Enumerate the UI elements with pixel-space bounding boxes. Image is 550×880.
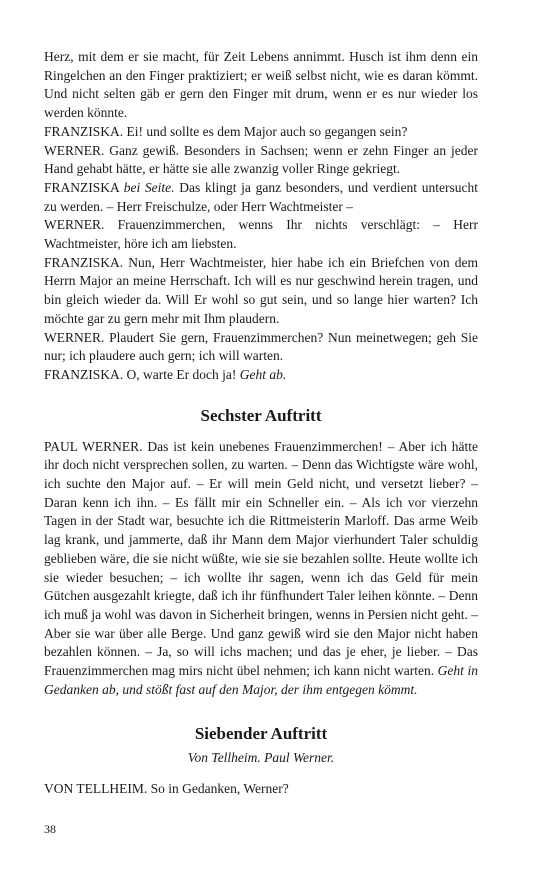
paragraph: [44, 123, 478, 142]
paragraph: [44, 366, 478, 385]
scene-heading-siebender: Siebender Auftritt: [194, 723, 328, 743]
dialogue-block-1: [44, 48, 478, 385]
text-run: WERNER. Ganz gewiß. Besonders in Sachsen; wenn er zehn Finger an jeder Hand gehabt hätte, er hätte sie alle zwanzig voller Ringe gekriegt.: [44, 142, 478, 177]
paragraph: [44, 142, 478, 179]
text-run: Herz, mit dem er sie macht, für Zeit Lebens annimmt. Husch ist ihm denn ein Ringelchen an den Finger praktiziert; er weiß selbst nicht, wie es daran kömmt. Und nicht selten gäb er gern den Finger mit drum, wenn er es nur wieder los werden könnte.: [44, 49, 478, 121]
paragraph: [44, 254, 478, 329]
paragraph: [44, 216, 478, 253]
text-run: VON TELLHEIM. So in Gedanken, Werner?: [44, 780, 289, 796]
paragraph: [44, 780, 478, 799]
text-run: PAUL WERNER. Das ist kein unebenes Frauenzimmerchen! – Aber ich hätte ihr doch nicht versprechen sollen, zu warten. – Denn das Wichtigste wäre wohl, ich suchte den Major auf. – Er will mein Geld nicht, und versetzt lieber? – Daran kenn ich ihn. – Es fällt mir ein Schneller ein. – Als ich vor vierzehn Tagen in der Stadt war, besuchte ich die Rittmeisterin Marloff. Das arme Weib lag krank, und jammerte, daß ihr Mann dem Major vierhundert Taler schuldig geblieben wäre, die sie nicht wüßte, wie sie sie bezahlen sollte. Heute wollte ich sie wieder besuchen; – ich wollte ihr sagen, wenn ich das Geld für mein Gütchen ausgezahlt kriegte, daß ich ihr fünfhundert Taler leihen könnte. – Denn ich muß ja wohl was davon in Sicherheit bringen, wenns in Persien nicht geht. – Aber sie war über alle Berge. Und ganz gewiß wird sie den Major nicht haben bezahlen können. – Ja, so will ichs machen; und das je eher, je lieber. – Das Frauenzimmerchen mag mirs nicht übel nehmen; ich kann nicht warten.: [44, 438, 478, 679]
stage-direction-inline: Geht in Gedanken ab, und stößt fast auf den Major, der ihm entgegen kömmt.: [44, 663, 478, 697]
text-run: FRANZISKA. O, warte Er doch ja!: [44, 366, 240, 382]
text-run: FRANZISKA. Ei! und sollte es dem Major auch so gegangen sein?: [44, 123, 408, 139]
paragraph: [44, 179, 478, 216]
stage-direction-inline: bei Seite.: [123, 179, 175, 195]
text-run: Das klingt ja ganz besonders, und verdient untersucht zu werden. – Herr Freischulze, oder Herr Wachtmeister –: [44, 179, 478, 214]
paragraph: [44, 438, 478, 700]
text-run: WERNER. Frauenzimmerchen, wenns Ihr nichts verschlägt: – Herr Wachtmeister, höre ich am liebsten.: [44, 217, 478, 252]
paragraph: [44, 329, 478, 366]
stage-direction-inline: Geht ab.: [239, 366, 287, 382]
dialogue-block-3: [44, 780, 478, 799]
scene-heading-sechster: Sechster Auftritt: [200, 405, 322, 425]
stage-direction: Von Tellheim. Paul Werner.: [187, 749, 335, 765]
page-body: [44, 48, 478, 798]
text-run: WERNER. Plaudert Sie gern, Frauenzimmerchen? Nun meinetwegen; geh Sie nur; ich plaudere auch gern; ich will warten.: [44, 329, 478, 364]
text-run: FRANZISKA. Nun, Herr Wachtmeister, hier habe ich ein Briefchen von dem Herrn Major an meine Herrschaft. Ich will es nur geschwind herein tragen, und bin gleich wieder da. Will Er wohl so gut sein, und so lange hier warten? Ich möchte gar zu gern mehr mit Ihm plaudern.: [44, 254, 478, 326]
page-number: 38: [44, 822, 56, 836]
dialogue-block-2: [44, 438, 478, 700]
text-run: FRANZISKA: [44, 179, 124, 195]
paragraph: [44, 48, 478, 123]
